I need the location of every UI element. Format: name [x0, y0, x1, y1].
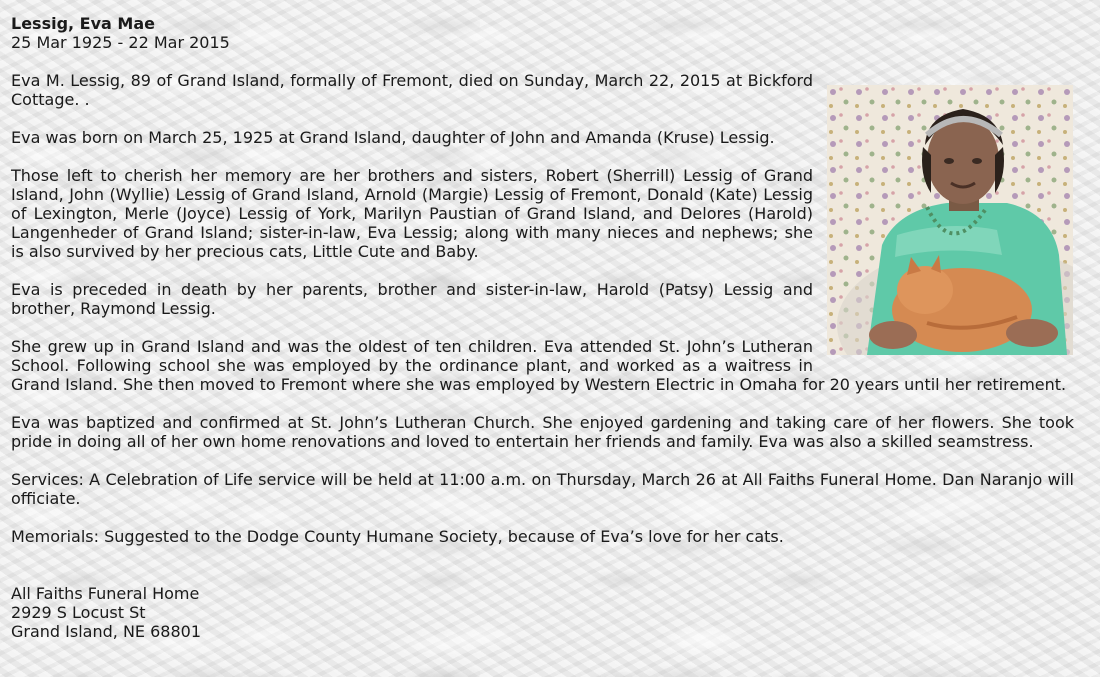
paragraph-faith: Eva was baptized and confirmed at St. John’s Lutheran Church. She enjoyed gardening and taking care of her flowers. She took pride in doing all of her own home renovations and loved to entertain her friends and family. Eva was also a skilled seamstress.	[11, 413, 1074, 451]
paragraph-life: She grew up in Grand Island and was the oldest of ten children. Eva attended St. John’s Lutheran School. Following school she was employed by the ordinance plant, and worked as a waitress in Grand Island. She then moved to Fremont where she was employed by Western Electric in Omaha for 20 years until her retirement.	[11, 337, 1067, 394]
paragraph-death-notice: Eva M. Lessig, 89 of Grand Island, formally of Fremont, died on Sunday, March 22, 2015 at Bickford Cottage. .	[11, 71, 813, 109]
portrait-photo	[827, 85, 1073, 355]
address-line-name: All Faiths Funeral Home	[11, 584, 200, 603]
paragraph-survivors: Those left to cherish her memory are her brothers and sisters, Robert (Sherrill) Lessig of Grand Island, John (Wyllie) Lessig of Grand Island, Arnold (Margie) Lessig of Fremont, Donald (Kate) Lessig of Lexington, Merle (Joyce) Lessig of York, Marilyn Paustian of Grand Island, and Delores (Harold) Langenheder of Grand Island; sister-in-law, Eva Lessig; along with many nieces and nephews; she is also survived by her precious cats, Little Cute and Baby.	[11, 166, 813, 261]
address-line-city: Grand Island, NE 68801	[11, 622, 201, 641]
paragraph-memorials: Memorials: Suggested to the Dodge County Humane Society, because of Eva’s love for her cats.	[11, 527, 784, 546]
deceased-name: Lessig, Eva Mae	[11, 14, 155, 33]
life-dates: 25 Mar 1925 - 22 Mar 2015	[11, 33, 230, 52]
funeral-home-address	[11, 584, 1074, 641]
obituary-page	[11, 14, 1074, 641]
paragraph-preceded: Eva is preceded in death by her parents, brother and sister-in-law, Harold (Patsy) Lessig and brother, Raymond Lessig.	[11, 280, 813, 318]
portrait-illustration	[827, 85, 1073, 355]
paragraph-birth: Eva was born on March 25, 1925 at Grand Island, daughter of John and Amanda (Kruse) Lessig.	[11, 128, 775, 147]
paragraph-services: Services: A Celebration of Life service will be held at 11:00 a.m. on Thursday, March 26 at All Faiths Funeral Home. Dan Naranjo will officiate.	[11, 470, 1074, 508]
address-line-street: 2929 S Locust St	[11, 603, 146, 622]
